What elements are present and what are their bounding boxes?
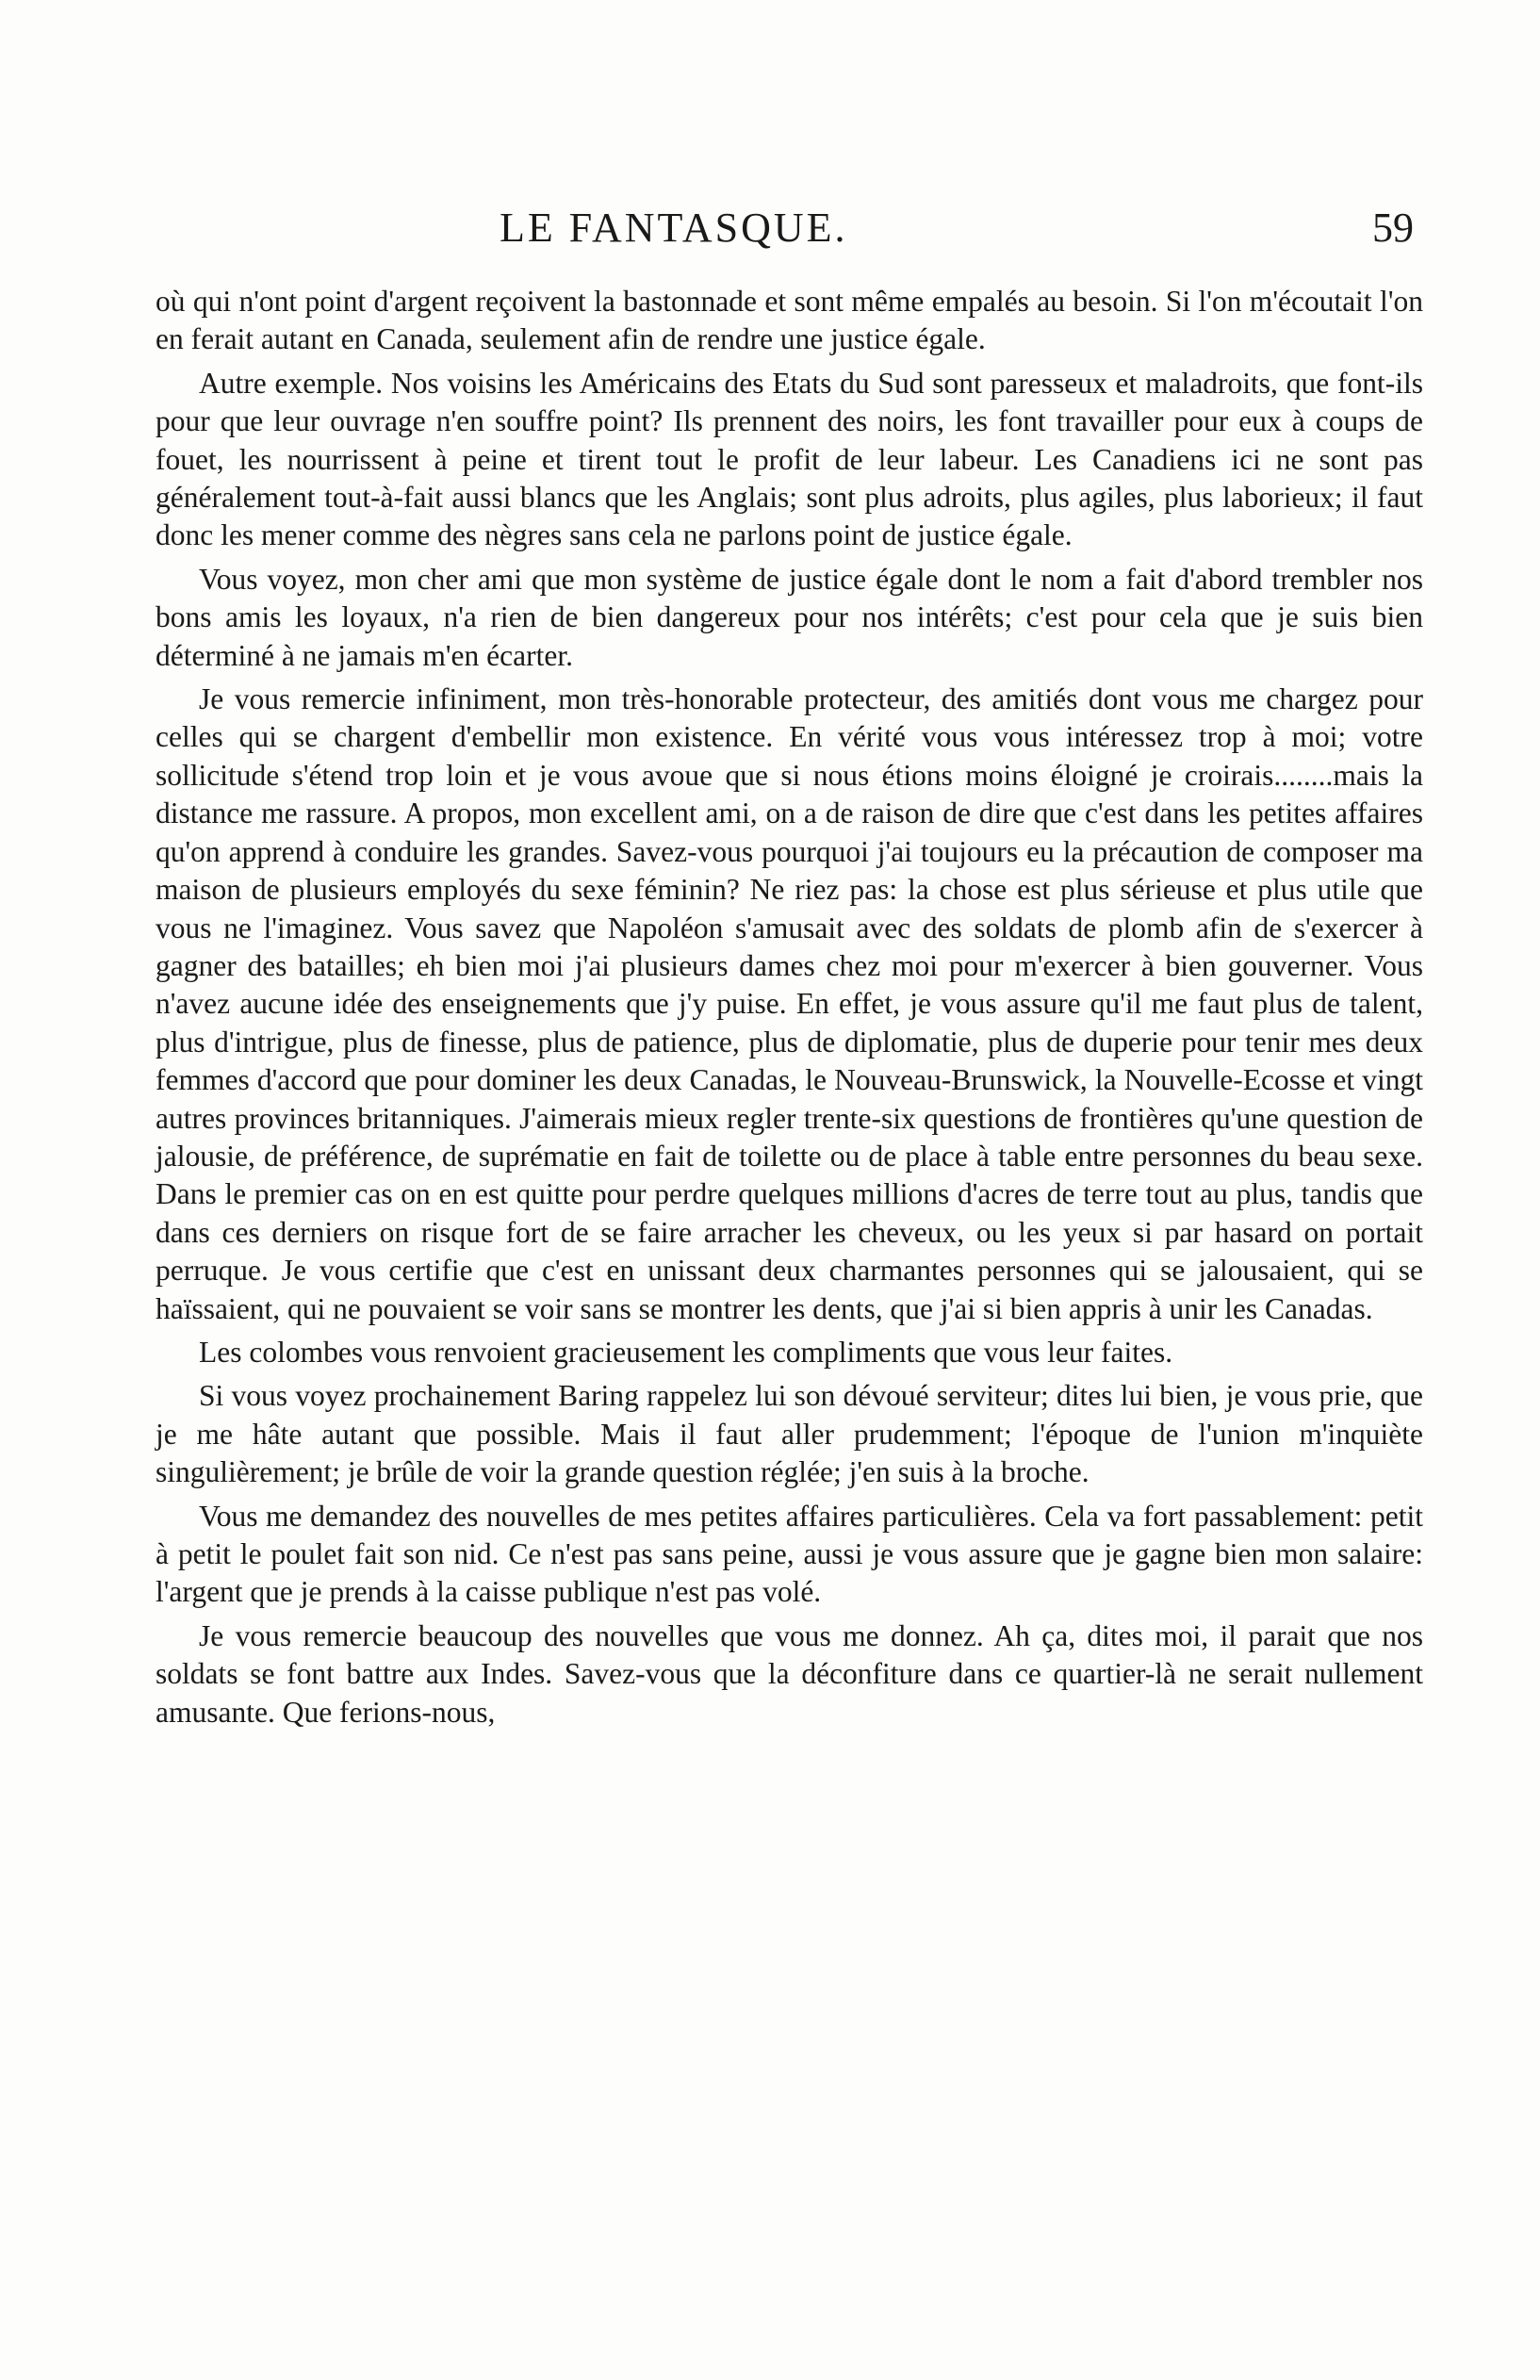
page-number: 59 bbox=[1372, 205, 1414, 251]
paragraph-les-colombes: Les colombes vous renvoient gracieusement les compliments que vous leur faites. bbox=[199, 1335, 1173, 1369]
running-header bbox=[160, 200, 1442, 256]
paragraph-vous-voyez: Vous voyez, mon cher ami que mon système de justice égale dont le nom a fait d'abord trembler nos bons amis les loyaux, n'a rien de bien dangereux pour nos intérêts; c'est pour cela que je suis bien déterminé à ne jamais m'en écarter. bbox=[156, 562, 1423, 672]
paragraph-continued: où qui n'ont point d'argent reçoivent la bastonnade et sont même empalés au besoin. Si l'on m'écoutait l'on en ferait autant en Canada, seulement afin de rendre une justice égale. bbox=[156, 285, 1423, 356]
paragraph-petites-affaires: Vous me demandez des nouvelles de mes petites affaires particulières. Cela va fort passablement: petit à petit le poulet fait son nid. Ce n'est pas sans peine, aussi je vous assure que je gagne bien mon salaire: l'argent que je prends à la caisse publique n'est pas volé. bbox=[156, 1499, 1423, 1609]
body-text bbox=[156, 283, 1423, 1737]
running-title: LE FANTASQUE. bbox=[500, 205, 848, 251]
paragraph-je-vous-remercie: Je vous remercie infiniment, mon très-honorable protecteur, des amitiés dont vous me chargez pour celles qui se chargent d'embellir mon existence. En vérité vous vous intéressez trop à moi; votre sollicitude s'étend trop loin et je vous avoue que si nous étions moins éloigné je croirais........mais la distance me rassure. A propos, mon excellent ami, on a de raison de dire que c'est dans les petites affaires qu'on apprend à conduire les grandes. Savez-vous pourquoi j'ai toujours eu la précaution de composer ma maison de plusieurs employés du sexe féminin? Ne riez pas: la chose est plus sérieuse et plus utile que vous ne l'imaginez. Vous savez que Napoléon s'amusait avec des soldats de plomb afin de s'exercer à gagner des batailles; eh bien moi j'ai plusieurs dames chez moi pour m'exercer à bien gouverner. Vous n'avez aucune idée des enseignements que j'y puise. En effet, je vous assure qu'il me faut plus de talent, plus d'intrigue, plus de finesse, plus de patience, plus de diplomatie, plus de duperie pour tenir mes deux femmes d'accord que pour dominer les deux Canadas, le Nouveau-Brunswick, la Nouvelle-Ecosse et vingt autres provinces britanniques. J'aimerais mieux regler trente-six questions de frontières qu'une question de jalousie, de préférence, de suprématie en fait de toilette ou de place à table entre personnes du beau sexe. Dans le premier cas on en est quitte pour perdre quelques millions d'acres de terre tout au plus, tandis que dans ces derniers on risque fort de se faire arracher les cheveux, ou les yeux si par hasard on portait perruque. Je vous certifie que c'est en unissant deux charmantes personnes qui se jalousaient, qui se haïssaient, qui ne pouvaient se voir sans se montrer les dents, que j'ai si bien appris à unir les Canadas. bbox=[156, 682, 1423, 1325]
paragraph-nouvelles-indes: Je vous remercie beaucoup des nouvelles que vous me donnez. Ah ça, dites moi, il parait que nos soldats se font battre aux Indes. Savez-vous que la déconfiture dans ce quartier-là ne serait nullement amusante. Que ferions-nous, bbox=[156, 1618, 1423, 1729]
paragraph-autre-exemple: Autre exemple. Nos voisins les Américains des Etats du Sud sont paresseux et maladroits, que font-ils pour que leur ouvrage n'en souffre point? Ils prennent des noirs, les font travailler pour eux à coups de fouet, les nourrissent à peine et tirent tout le profit de leur labeur. Les Canadiens ici ne sont pas généralement tout-à-fait aussi blancs que les Anglais; sont plus adroits, plus agiles, plus laborieux; il faut donc les mener comme des nègres sans cela ne parlons point de justice égale. bbox=[156, 366, 1423, 552]
paragraph-baring: Si vous voyez prochainement Baring rappelez lui son dévoué serviteur; dites lui bien, je vous prie, que je me hâte autant que possible. Mais il faut aller prudemment; l'époque de l'union m'inquiète singulièrement; je brûle de voir la grande question réglée; j'en suis à la broche. bbox=[156, 1379, 1423, 1489]
